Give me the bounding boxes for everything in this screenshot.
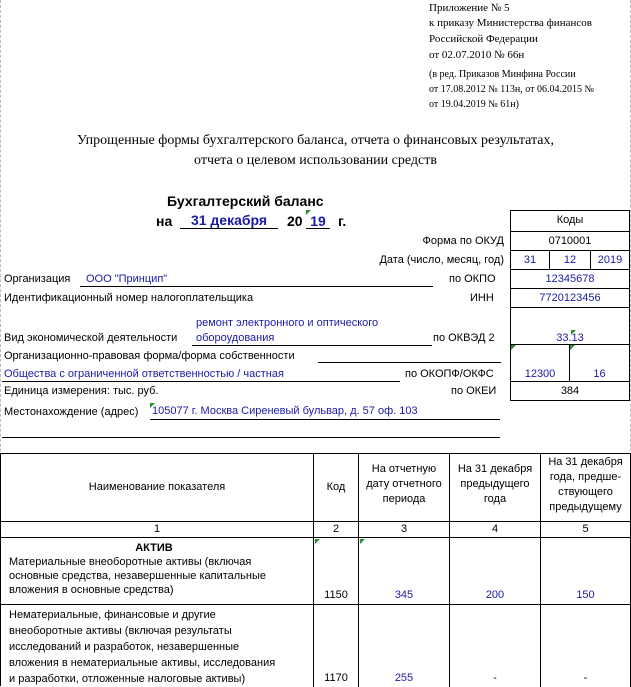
row-name-line: внеоборотные активы (включая результаты: [9, 625, 232, 637]
okei-value: 384: [560, 385, 580, 397]
header-prev-1: На 31 декабря: [457, 463, 533, 475]
colnum-3: 3: [359, 522, 450, 538]
row-code: 1150: [324, 589, 348, 601]
okved-value: 33.13: [556, 332, 584, 344]
legal-form-label: Организационно-правовая форма/форма собственности: [4, 350, 295, 362]
table-row-prev2-cell: [541, 538, 631, 605]
address-value: 105077 г. Москва Сиреневый бульвар, д. 57 оф. 103: [152, 405, 418, 417]
okpo-value: 12345678: [545, 273, 595, 285]
comment-marker-icon: [511, 345, 516, 350]
colnum-2: 2: [314, 522, 359, 538]
table-row-prev-cell: [450, 605, 541, 687]
date-day: 31: [523, 254, 537, 266]
balance-year-prefix: 20: [287, 213, 303, 229]
header-prev2-2: года, предше-: [549, 471, 622, 483]
colnum-1: 1: [1, 522, 314, 538]
date-label: Дата (число, месяц, год): [379, 254, 504, 266]
activity-label: Вид экономической деятельности: [4, 332, 178, 344]
okud-label: Форма по ОКУД: [422, 235, 504, 247]
legal-form-value-underline: [2, 381, 400, 382]
header-prev2-1: На 31 декабря: [548, 456, 623, 468]
header-prev2-cell: [541, 454, 631, 522]
okfs-value: 16: [593, 368, 606, 380]
comment-marker-icon: [315, 539, 320, 544]
header-current-2: дату отчетного: [366, 478, 442, 490]
note-line: от 02.07.2010 № 66н: [429, 49, 525, 61]
note-line: Приложение № 5: [429, 2, 510, 14]
comment-marker-icon: [571, 330, 576, 335]
row-name-line: исследований и разработок, незавершенные: [9, 641, 240, 653]
date-year: 2019: [597, 254, 623, 266]
activity-value-1: ремонт электронного и оптического: [196, 317, 379, 329]
colnum-5: 5: [541, 522, 631, 538]
year-underline: [306, 228, 330, 229]
inn-full-label: Идентификационный номер налогоплательщика: [4, 292, 254, 304]
activity-underline: [192, 345, 432, 346]
balance-year-suffix: г.: [338, 213, 347, 229]
row-prev2: -: [583, 672, 588, 684]
row-name-line: вложения в нематериальные активы, исследования: [9, 657, 276, 669]
note-line: к приказу Министерства финансов: [429, 17, 592, 29]
row-name-line: Нематериальные, финансовые и другие: [9, 609, 216, 621]
comment-marker-icon: [570, 345, 575, 350]
date-underline: [180, 228, 278, 229]
org-value: ООО "Принцип": [86, 273, 168, 285]
form-title-line1: Упрощенные формы бухгалтерского баланса, отчета о финансовых результатах,: [76, 133, 554, 148]
comment-marker-icon: [150, 403, 155, 408]
table-row-name: [1, 605, 314, 687]
legal-form-underline: [318, 362, 501, 363]
date-month: 12: [563, 254, 577, 266]
header-prev-cell: [450, 454, 541, 522]
okopf-label: по ОКОПФ/ОКФС: [405, 368, 494, 380]
balance-date: 31 декабря: [190, 212, 268, 228]
table-row-prev2-cell: [541, 605, 631, 687]
comment-marker-icon: [306, 210, 311, 215]
header-name: Наименование показателя: [88, 481, 226, 493]
org-label: Организация: [4, 273, 71, 285]
address-label: Местонахождение (адрес): [4, 406, 139, 418]
inn-value: 7720123456: [539, 292, 601, 304]
note-line: от 19.04.2019 № 61н): [429, 99, 519, 110]
address-underline-1: [150, 419, 500, 420]
okud-value: 0710001: [548, 235, 592, 247]
header-code-cell: [314, 454, 359, 522]
header-name-cell: [1, 454, 314, 522]
header-prev-3: года: [483, 493, 507, 505]
row-name-line: и разработки, отложенные налоговые активы): [9, 673, 246, 685]
note-line: от 17.08.2012 № 113н, от 06.04.2015 №: [429, 84, 595, 95]
table-row-prev-cell: [450, 538, 541, 605]
row-name-line: вложения в основные средства): [9, 584, 174, 596]
table-row-current-cell: [359, 605, 450, 687]
note-line: (в ред. Приказов Минфина России: [429, 69, 576, 80]
okved-label: по ОКВЭД 2: [433, 332, 495, 344]
row-prev2: 150: [576, 589, 595, 601]
header-prev2-4: предыдущему: [549, 501, 622, 513]
balance-heading: Бухгалтерский баланс: [167, 193, 324, 209]
legal-form-value: Общества с ограниченной ответственностью / частная: [4, 368, 284, 380]
balance-year: 19: [310, 213, 326, 229]
row-current: 345: [394, 589, 414, 601]
okopf-value: 12300: [524, 368, 556, 380]
form-title-line2: отчета о целевом использовании средств: [194, 153, 437, 168]
address-underline-2: [2, 437, 500, 438]
colnum-4: 4: [450, 522, 541, 538]
table-row-code-cell: [314, 605, 359, 687]
balance-on: на: [156, 213, 173, 229]
row-prev: -: [493, 672, 497, 684]
okpo-label: по ОКПО: [449, 273, 496, 285]
row-prev: 200: [485, 589, 505, 601]
codes-header: Коды: [556, 214, 584, 226]
header-current-1: На отчетную: [371, 463, 437, 475]
header-current-3: периода: [382, 493, 426, 505]
inn-label: ИНН: [470, 292, 494, 304]
activity-value-2: обороудования: [196, 332, 275, 344]
row-name-line: основные средства, незавершенные капитальные: [9, 570, 267, 582]
header-prev2-3: ствующего: [558, 486, 613, 498]
table-row-code-cell: [314, 538, 359, 605]
header-current-cell: [359, 454, 450, 522]
note-line: Российской Федерации: [429, 33, 538, 45]
unit-label: Единица измерения: тыс. руб.: [4, 385, 159, 397]
okei-label: по ОКЕИ: [451, 385, 497, 397]
org-underline: [80, 286, 433, 287]
section-heading: АКТИВ: [135, 542, 173, 554]
comment-marker-icon: [360, 539, 365, 544]
row-code: 1170: [324, 672, 348, 684]
row-name-line: Материальные внеоборотные активы (включая: [9, 556, 252, 568]
table-row-current-cell: [359, 538, 450, 605]
balance-table: [0, 453, 631, 686]
table-row-name: [1, 538, 314, 605]
header-prev-2: предыдущего: [460, 478, 530, 490]
row-current: 255: [394, 672, 414, 684]
header-code: Код: [326, 481, 346, 493]
